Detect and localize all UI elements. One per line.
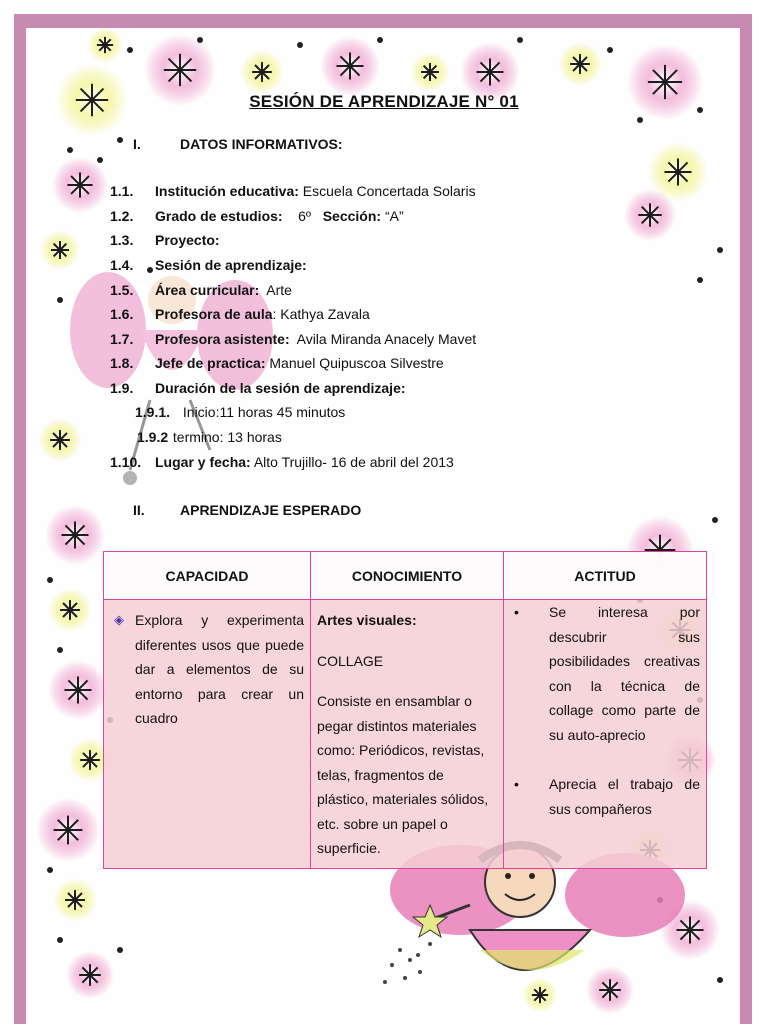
star-icon — [80, 750, 100, 770]
info-label: Sección: — [322, 208, 382, 224]
star-icon — [607, 47, 613, 53]
star-icon — [570, 54, 590, 74]
star-icon — [197, 37, 203, 43]
star-icon — [67, 147, 73, 153]
info-number: 1.3. — [110, 232, 134, 248]
info-number: 1.5. — [110, 282, 134, 298]
star-icon — [97, 37, 113, 53]
star-icon — [62, 522, 89, 549]
table-row — [104, 600, 707, 869]
star-icon — [47, 577, 53, 583]
star-icon — [717, 247, 723, 253]
info-content — [155, 454, 454, 470]
star-icon — [57, 937, 63, 943]
info-label: Duración de la sesión de aprendizaje: — [155, 380, 406, 396]
page-title: SESIÓN DE APRENDIZAJE N° 01 — [249, 92, 519, 111]
conocimiento-text: Consiste en ensamblar o pegar distintos materiales como: Periódicos, revistas, telas, fragmentos de plástico, materiales sólidos, etc. sobre un papel o superficie. — [317, 693, 489, 856]
info-value: “A” — [381, 208, 404, 224]
info-content — [155, 282, 292, 298]
header-capacidad: CAPACIDAD — [104, 552, 311, 600]
info-content — [169, 429, 282, 445]
info-label: Jefe de practica: — [155, 355, 266, 371]
info-value: Arte — [259, 282, 292, 298]
star-icon — [57, 297, 63, 303]
info-label: Profesora de aula — [155, 306, 273, 322]
info-label: Institución educativa: — [155, 183, 299, 199]
star-icon — [477, 59, 504, 86]
header-conocimiento: CONOCIMIENTO — [311, 552, 504, 600]
info-content — [155, 257, 307, 273]
star-icon — [57, 647, 63, 653]
info-content — [155, 306, 370, 322]
star-icon — [47, 867, 53, 873]
header-actitud: ACTITUD — [504, 552, 707, 600]
list-item: • Aprecia el trabajo de sus compañeros — [514, 776, 700, 817]
info-number: 1.8. — [110, 355, 134, 371]
info-value: Manuel Quipuscoa Silvestre — [265, 355, 444, 371]
star-icon — [117, 137, 123, 143]
star-icon — [697, 277, 703, 283]
star-icon — [421, 63, 439, 81]
info-value: termino: 13 horas — [169, 429, 282, 445]
info-label: Proyecto: — [155, 232, 220, 248]
learning-table — [103, 551, 707, 869]
info-label: Lugar y fecha: — [155, 454, 251, 470]
star-icon — [717, 977, 723, 983]
star-icon — [127, 47, 133, 53]
info-number: 1.7. — [110, 331, 134, 347]
info-value: Alto Trujillo- 16 de abril del 2013 — [250, 454, 454, 470]
info-number: 1.4. — [110, 257, 134, 273]
info-label: Profesora asistente: — [155, 331, 290, 347]
star-icon — [54, 816, 83, 845]
star-icon — [65, 890, 85, 910]
info-number: 1.9. — [110, 380, 134, 396]
info-content — [155, 208, 404, 224]
star-icon — [97, 157, 103, 163]
star-icon — [117, 947, 123, 953]
star-icon — [599, 979, 621, 1001]
info-number: 1.9.1. — [135, 404, 171, 420]
star-icon — [50, 430, 70, 450]
table-header-row — [104, 552, 707, 600]
star-icon — [164, 54, 196, 86]
star-icon — [60, 600, 80, 620]
star-icon — [252, 62, 272, 82]
star-icon — [677, 917, 704, 944]
cell-capacidad: ◈ Explora y experimenta diferentes usos que puede dar a elementos de su entorno para crear un cuadro — [104, 600, 311, 869]
info-number: 1.1. — [110, 183, 134, 199]
info-content — [155, 183, 476, 199]
info-label: Grado de estudios: — [155, 208, 283, 224]
star-icon — [147, 267, 153, 273]
info-value: Avila Miranda Anacely Mavet — [289, 331, 477, 347]
star-icon — [51, 241, 69, 259]
info-label: Sesión de aprendizaje: — [155, 257, 307, 273]
list-item: • Se interesa por descubrir sus posibilidades creativas con la técnica de collage como parte de su auto-aprecio — [514, 604, 700, 743]
info-number: 1.9.2 — [137, 429, 169, 445]
diamond-bullet-icon: ◈ — [114, 612, 124, 627]
cell-conocimiento — [311, 600, 504, 869]
star-icon — [297, 42, 303, 48]
info-content — [155, 355, 444, 371]
star-icon — [637, 117, 643, 123]
star-icon — [377, 37, 383, 43]
star-icon — [638, 203, 661, 226]
star-icon — [65, 677, 92, 704]
info-number: 1.6. — [110, 306, 134, 322]
star-icon — [532, 987, 548, 1003]
info-number: 1.2. — [110, 208, 134, 224]
star-icon — [337, 53, 364, 80]
info-content — [155, 380, 406, 396]
star-icon — [517, 37, 523, 43]
info-value: 6º — [282, 208, 323, 224]
conocimiento-topic: COLLAGE — [317, 652, 384, 669]
star-icon — [79, 964, 101, 986]
conocimiento-heading: Artes visuales: — [317, 612, 417, 628]
info-value: Inicio:11 horas 45 minutos — [179, 404, 346, 420]
star-icon — [67, 172, 92, 197]
cell-actitud — [504, 600, 707, 869]
info-value: : Kathya Zavala — [272, 306, 370, 322]
info-value: Escuela Concertada Solaris — [298, 183, 476, 199]
info-content — [155, 232, 220, 248]
info-label: Área curricular: — [155, 282, 260, 298]
info-number: 1.10. — [110, 454, 142, 470]
star-icon — [712, 517, 718, 523]
info-content — [179, 404, 345, 420]
star-icon — [665, 159, 692, 186]
info-content — [155, 331, 476, 347]
